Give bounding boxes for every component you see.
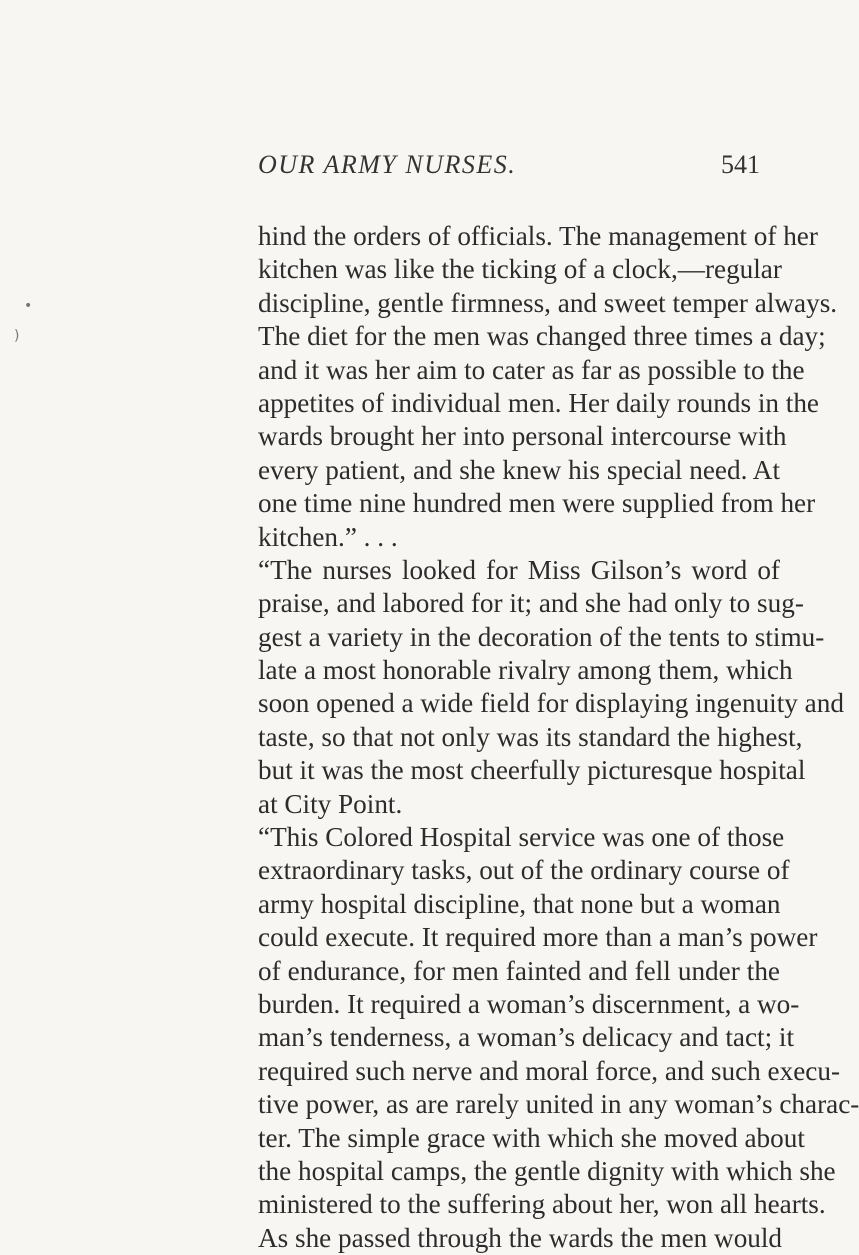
text-line: “This Colored Hospital service was one of those bbox=[258, 822, 785, 853]
margin-mark-top: • bbox=[24, 298, 33, 314]
running-head-title: OUR ARMY NURSES. bbox=[258, 150, 517, 179]
text-line: praise, and labored for it; and she had only to sug- bbox=[258, 588, 804, 619]
text-line: and it was her aim to cater as far as possible to the bbox=[258, 354, 805, 385]
text-line: but it was the most cheerfully picturesque hospital bbox=[258, 755, 806, 786]
text-line: burden. It required a woman’s discernment, a wo- bbox=[258, 988, 800, 1019]
page-number: 541 bbox=[721, 150, 760, 179]
text-line: every patient, and she knew his special need. At bbox=[258, 454, 780, 485]
text-line: As she passed through the wards the men would bbox=[258, 1222, 783, 1253]
text-line: late a most honorable rivalry among them, which bbox=[258, 655, 793, 686]
text-line: taste, so that not only was its standard the highest, bbox=[258, 721, 803, 752]
text-line: tive power, as are rarely united in any woman’s charac- bbox=[258, 1089, 859, 1120]
text-line: kitchen was like the ticking of a clock,—regular bbox=[258, 254, 782, 285]
text-line: “The nurses looked for Miss Gilson’s word of bbox=[258, 554, 780, 585]
text-line: ministered to the suffering about her, won all hearts. bbox=[258, 1189, 826, 1220]
text-line: wards brought her into personal intercourse with bbox=[258, 421, 787, 452]
body-text bbox=[258, 220, 859, 1255]
text-line: kitchen.” . . . bbox=[258, 521, 398, 552]
text-line: one time nine hundred men were supplied from her bbox=[258, 488, 816, 519]
text-line: hind the orders of officials. The management of her bbox=[258, 221, 818, 251]
text-line: discipline, gentle firmness, and sweet temper always. bbox=[258, 287, 838, 318]
text-line: The diet for the men was changed three times a day; bbox=[258, 321, 826, 352]
running-head bbox=[160, 150, 760, 186]
text-line: could execute. It required more than a man’s power bbox=[258, 922, 818, 953]
text-line: man’s tenderness, a woman’s delicacy and tact; it bbox=[258, 1022, 795, 1053]
text-line: of endurance, for men fainted and fell under the bbox=[258, 955, 780, 986]
text-line: required such nerve and moral force, and such execu- bbox=[258, 1055, 840, 1086]
text-line: extraordinary tasks, out of the ordinary course of bbox=[258, 855, 790, 886]
text-line: appetites of individual men. Her daily rounds in the bbox=[258, 387, 819, 418]
text-line: at City Point. bbox=[258, 788, 403, 819]
text-line: gest a variety in the decoration of the tents to stimu- bbox=[258, 621, 825, 652]
text-line: soon opened a wide field for displaying ingenuity and bbox=[258, 688, 844, 719]
text-line: ter. The simple grace with which she moved about bbox=[258, 1122, 805, 1153]
margin-mark-bottom: ) bbox=[14, 328, 20, 344]
text-line: the hospital camps, the gentle dignity with which she bbox=[258, 1155, 836, 1186]
text-line: army hospital discipline, that none but a woman bbox=[258, 888, 781, 919]
